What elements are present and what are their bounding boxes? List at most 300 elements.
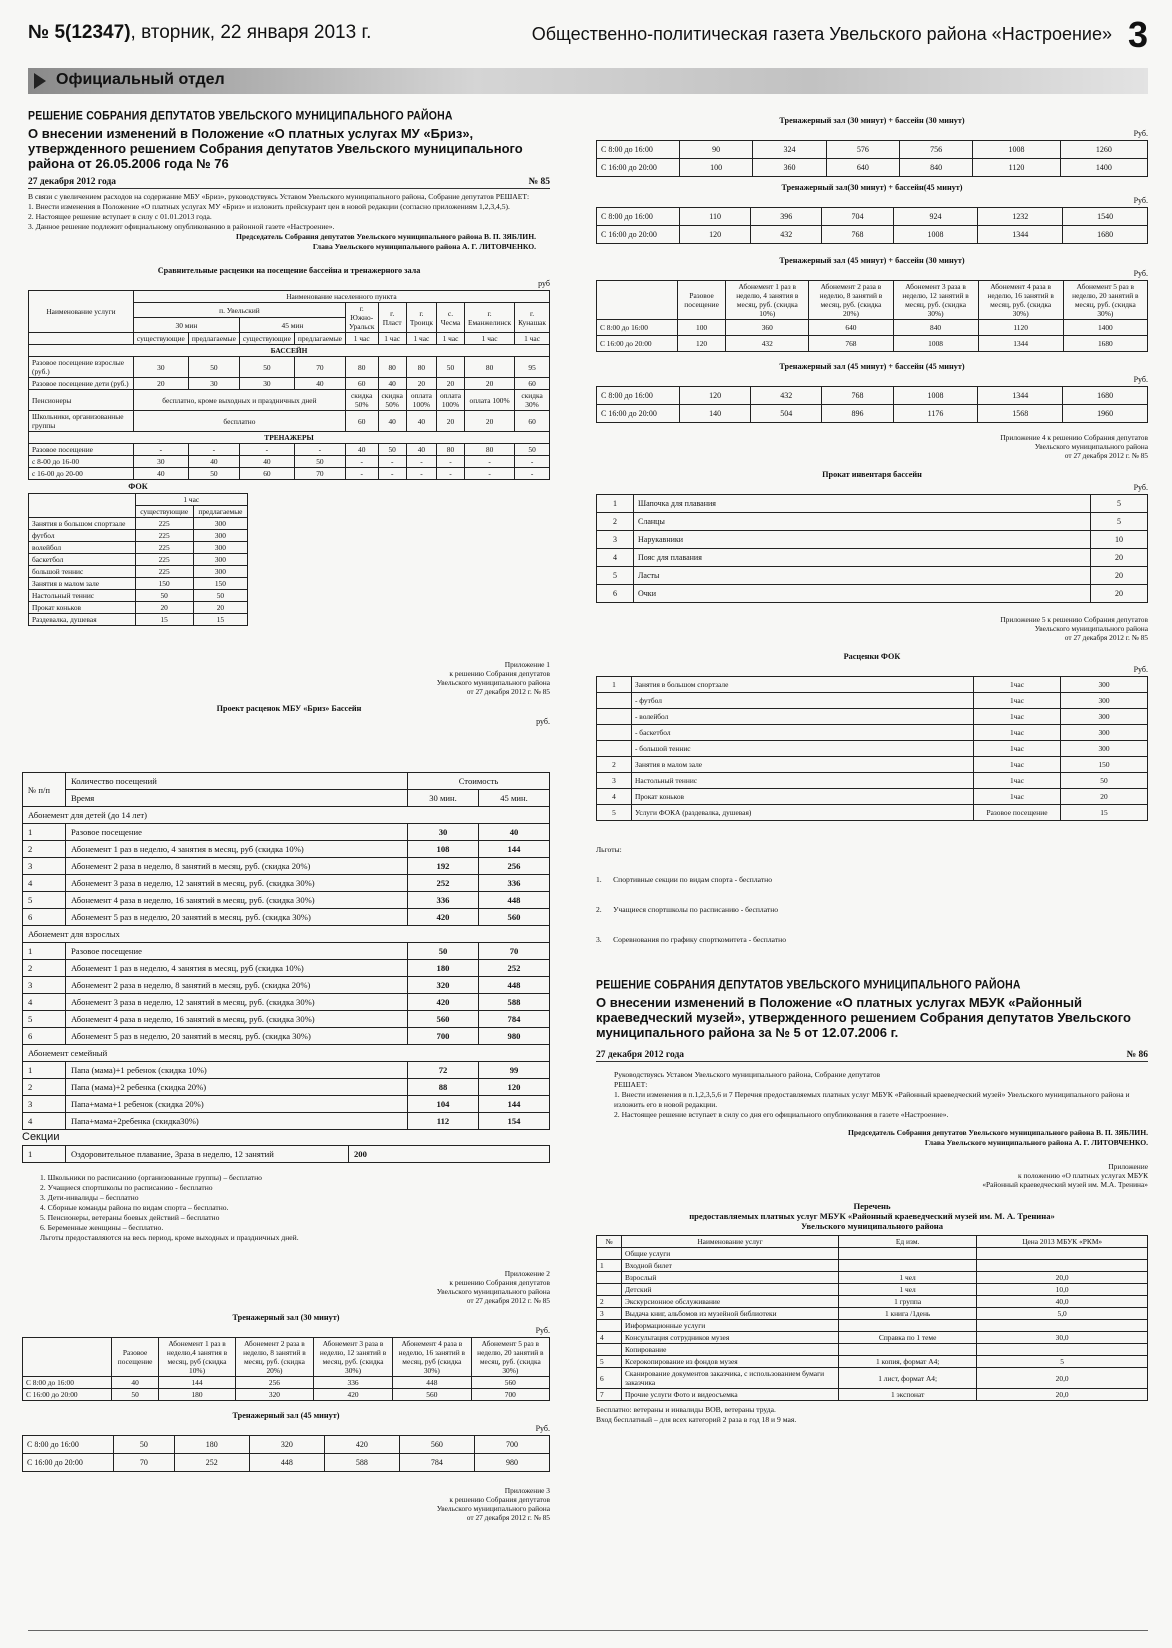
cell: 140 — [680, 405, 751, 423]
cell: 252 — [479, 960, 550, 977]
cell: 784 — [479, 1011, 550, 1028]
cell: 144 — [479, 1096, 550, 1113]
th-town: с. Чесма — [436, 303, 464, 333]
left-column — [28, 110, 550, 728]
appendix-note: Приложение 4 к решению Собрания депутатов Увельского муниципального района от 27 декабря 2012 г. № 85 — [1000, 433, 1148, 460]
cell: бесплатно — [133, 411, 345, 432]
cell: 50 — [436, 357, 464, 378]
sections-table — [22, 1145, 550, 1163]
table-row — [29, 456, 550, 468]
note-line: 4. Сборные команды района по видам спорта – бесплатно. — [40, 1203, 229, 1212]
cell: 5 — [597, 1356, 622, 1368]
cell: - — [133, 444, 188, 456]
combo3-title: Тренажерный зал (45 минут) + бассейн (30 минут) — [779, 256, 965, 265]
table-row — [29, 614, 248, 626]
table-row — [23, 1079, 550, 1096]
cell: 5 — [23, 1011, 66, 1028]
cell: Абонемент 3 раза в неделю, 12 занятий в месяц, руб. (скидка 30%) — [66, 875, 408, 892]
cell: 768 — [822, 387, 893, 405]
cell: 2 — [23, 1079, 66, 1096]
cell: - — [465, 468, 515, 480]
cell: 360 — [753, 159, 826, 177]
cell: 154 — [479, 1113, 550, 1130]
cell: 40,0 — [977, 1296, 1148, 1308]
cell: 1344 — [978, 226, 1063, 244]
note-line: Льготы предоставляются на весь период, кроме выходных и праздничных дней. — [40, 1233, 299, 1242]
cell: 1час — [974, 789, 1061, 805]
cell: 1008 — [893, 336, 978, 352]
table-row — [23, 1096, 550, 1113]
cell: 80 — [378, 357, 406, 378]
table-row — [29, 378, 550, 390]
table-row — [597, 1284, 1148, 1296]
cell: 200 — [349, 1146, 550, 1163]
page-bottom-rule — [28, 1630, 1148, 1631]
cell: 6 — [597, 585, 634, 603]
table-row — [597, 387, 1148, 405]
signature: Председатель Собрания депутатов Увельского муниципального района В. П. ЗЯБЛИН. — [235, 232, 536, 241]
cell: 420 — [408, 909, 479, 926]
cell: 20,0 — [977, 1368, 1148, 1389]
cell: Экскурсионное обслуживание — [622, 1296, 839, 1308]
table-row — [597, 741, 1148, 757]
cell: 560 — [399, 1436, 474, 1454]
cell: Разовое посещение — [974, 805, 1061, 821]
benefit-line: 3. Соревнования по графику спорткомитета - бесплатно — [596, 935, 787, 944]
brize-table — [22, 772, 550, 1130]
cell: 1008 — [973, 141, 1060, 159]
cell: 6 — [597, 1368, 622, 1389]
cell: 704 — [822, 208, 893, 226]
cell: Копирование — [622, 1344, 839, 1356]
th-30min: 30 мин. — [408, 790, 479, 807]
cell: Абонемент 4 раза в неделю, 16 занятий в месяц, руб. (скидка 30%) — [66, 892, 408, 909]
cell: 30 — [133, 357, 188, 378]
decision2-text: РЕШАЕТ: — [614, 1080, 648, 1089]
cell: 225 — [135, 542, 193, 554]
cell: 4 — [597, 1332, 622, 1344]
table-row — [23, 1028, 550, 1045]
fok-prices-table — [596, 676, 1148, 821]
cell: оплата 100% — [436, 390, 464, 411]
decision-heading: РЕШЕНИЕ СОБРАНИЯ ДЕПУТАТОВ УВЕЛЬСКОГО МУНИЦИПАЛЬНОГО РАЙОНА — [28, 109, 453, 123]
cell: 980 — [479, 1028, 550, 1045]
th-45min: 45 мин — [239, 318, 345, 333]
decision2-text: 1. Внести изменения в п.1,2,3,5,6 и 7 Перечня предоставляемых платных услуг МБУК «Районный краеведческий музей» Увельского муниципального района и изложить его в новой редакции. — [614, 1090, 1130, 1109]
cell: 300 — [1061, 693, 1148, 709]
table-row — [597, 789, 1148, 805]
table-row — [23, 824, 550, 841]
decision-item: 2. Настоящее решение вступает в силу с 01.01.2013 года. — [28, 212, 212, 221]
cell: Входной билет — [622, 1260, 839, 1272]
table-row — [29, 390, 550, 411]
cell: 40 — [294, 378, 345, 390]
cell: 4 — [597, 549, 634, 567]
cell: 700 — [408, 1028, 479, 1045]
cell: 2 — [23, 841, 66, 858]
cell: 15 — [1061, 805, 1148, 821]
cell: 80 — [465, 444, 515, 456]
cell: Информационные услуги — [622, 1320, 839, 1332]
cell: 4 — [23, 875, 66, 892]
cell: 80 — [345, 357, 378, 378]
cell: 300 — [1061, 725, 1148, 741]
cell: 50 — [188, 468, 239, 480]
signature: Глава Увельского муниципального района А. Г. ЛИТОВЧЕНКО. — [312, 242, 536, 251]
decision2-date: 27 декабря 2012 года — [596, 1050, 685, 1060]
cell: 1680 — [1063, 387, 1148, 405]
cell: Сканирование документов заказчика, с использованием бумаги заказчика — [622, 1368, 839, 1389]
cell: 1 — [597, 677, 632, 693]
combo1-table — [596, 140, 1148, 177]
cell: 1 — [23, 824, 66, 841]
table-row — [597, 693, 1148, 709]
cell: 40 — [112, 1377, 159, 1389]
table-row — [23, 1113, 550, 1130]
th-town: г. Еманжелинск — [465, 303, 515, 333]
cell: 420 — [314, 1389, 393, 1401]
cell: Ксерокопирование из фондов музея — [622, 1356, 839, 1368]
th-hour: 1 час — [345, 333, 378, 345]
cell: 40 — [133, 468, 188, 480]
cell: 1568 — [978, 405, 1063, 423]
fok-label: ФОК — [128, 482, 148, 491]
cell: 300 — [193, 554, 247, 566]
family-label: Абонемент семейный — [23, 1045, 550, 1062]
th-town: г. Кунашак — [515, 303, 550, 333]
cell: 88 — [408, 1079, 479, 1096]
decision-date: 27 декабря 2012 года — [28, 177, 117, 187]
sections-label: Секции — [22, 1131, 60, 1143]
cell: 20 — [1091, 567, 1148, 585]
cell: Разовое посещение взрослые (руб.) — [29, 357, 134, 378]
cell: 1176 — [893, 405, 978, 423]
cell: Общие услуги — [622, 1248, 839, 1260]
cell: - — [436, 456, 464, 468]
cell: 20,0 — [977, 1272, 1148, 1284]
cell: 40 — [479, 824, 550, 841]
cell: С 16:00 до 20:00 — [597, 159, 680, 177]
table-row — [597, 1296, 1148, 1308]
cell: 50 — [294, 456, 345, 468]
cell: - — [465, 456, 515, 468]
cell: Разовое посещение дети (руб.) — [29, 378, 134, 390]
cell: 6 — [23, 909, 66, 926]
cell: волейбол — [29, 542, 136, 554]
cell: 3 — [597, 1308, 622, 1320]
table-row — [597, 208, 1148, 226]
th-cost: Стоимость — [408, 773, 550, 790]
th-col: Абонемент 3 раза в неделю, 12 занятий в месяц, руб. (скидка 30%) — [314, 1338, 393, 1377]
fok-compare-table — [28, 493, 248, 626]
cell: 144 — [479, 841, 550, 858]
table-row — [23, 841, 550, 858]
cell: Абонемент 3 раза в неделю, 12 занятий в месяц, руб. (скидка 30%) — [66, 994, 408, 1011]
cell: 1 лист, формат А4; — [839, 1368, 977, 1389]
cell: - — [436, 468, 464, 480]
brize-title: Проект расценок МБУ «Бриз» Бассейн — [216, 704, 362, 713]
cell: 768 — [809, 336, 893, 352]
cell: 180 — [408, 960, 479, 977]
cell: 1 копия, формат А4; — [839, 1356, 977, 1368]
cell: С 8:00 до 16:00 — [597, 208, 680, 226]
cell: 640 — [826, 159, 899, 177]
cell: 80 — [406, 357, 436, 378]
cell: 504 — [751, 405, 822, 423]
cell: 3 — [23, 977, 66, 994]
cell: 5 — [597, 805, 632, 821]
cell — [597, 741, 632, 757]
table-row — [597, 531, 1148, 549]
th-hour: 1 час — [515, 333, 550, 345]
cell: 1008 — [893, 226, 978, 244]
cell: 50 — [1061, 773, 1148, 789]
table-row — [597, 1389, 1148, 1401]
table-row — [29, 542, 248, 554]
cell: 5 — [23, 892, 66, 909]
decision2-dateline — [596, 1050, 1148, 1062]
cell: 420 — [324, 1436, 399, 1454]
table-row — [597, 1320, 1148, 1332]
cell: Разовое посещение — [29, 444, 134, 456]
cell: - — [515, 456, 550, 468]
cell: 30 — [239, 378, 294, 390]
cell: Раздевалка, душевая — [29, 614, 136, 626]
cell: 448 — [393, 1377, 472, 1389]
th-col: Абонемент 1 раз в неделю,4 занятия в месяц, руб (скидка 10%) — [159, 1338, 236, 1377]
footer-note: Вход бесплатный – для всех категорий 2 раза в год 18 и 9 мая. — [596, 1415, 797, 1424]
cell: 80 — [436, 444, 464, 456]
cell: 432 — [751, 387, 822, 405]
adults-label: Абонемент для взрослых — [23, 926, 550, 943]
th-col: Абонемент 5 раз в неделю, 20 занятий в месяц, руб. (скидка 30%) — [1063, 281, 1147, 320]
cell: 1344 — [978, 336, 1063, 352]
cell: - — [515, 468, 550, 480]
gym45-table — [22, 1435, 550, 1472]
cell: 300 — [1061, 741, 1148, 757]
cell: 560 — [393, 1389, 472, 1401]
decision2-text: 2. Настоящее решение вступает в силу со дня его официального опубликования в газете «Настроение». — [614, 1110, 949, 1119]
cell: 50 — [515, 444, 550, 456]
cell: Занятия в малом зале — [632, 757, 974, 773]
th-num: № — [597, 1236, 622, 1248]
cell — [597, 709, 632, 725]
cell: 50 — [193, 590, 247, 602]
cell — [597, 1344, 622, 1356]
cell: 5 — [597, 567, 634, 585]
cell: 40 — [378, 378, 406, 390]
cell: 20 — [406, 378, 436, 390]
combo2-table — [596, 207, 1148, 244]
cell: 1260 — [1060, 141, 1147, 159]
footer-note: Бесплатно: ветераны и инвалиды ВОВ, ветераны труда. — [596, 1405, 776, 1414]
cell: 336 — [479, 875, 550, 892]
cell: Прокат коньков — [29, 602, 136, 614]
cell: 2 — [597, 757, 632, 773]
cell: 20 — [193, 602, 247, 614]
cell: 108 — [408, 841, 479, 858]
th-col: Абонемент 1 раз в неделю, 4 занятия в месяц, руб. (скидка 10%) — [726, 281, 809, 320]
th-hour: 1 час — [436, 333, 464, 345]
th-existing: существующие — [135, 506, 193, 518]
cell: Пенсионеры — [29, 390, 134, 411]
cell: 4 — [597, 789, 632, 805]
cell: 320 — [235, 1389, 313, 1401]
cell: 30 — [408, 824, 479, 841]
cell: скидка 50% — [345, 390, 378, 411]
cell: С 8:00 до 16:00 — [597, 387, 680, 405]
table-row — [23, 909, 550, 926]
th-col: Абонемент 4 раза в неделю, 16 занятий в месяц, руб. (скидка 30%) — [978, 281, 1063, 320]
cell — [977, 1248, 1148, 1260]
table-row — [597, 320, 1148, 336]
cell: С 8:00 до 16:00 — [23, 1436, 114, 1454]
cell: 70 — [479, 943, 550, 960]
cell: 2 — [23, 960, 66, 977]
cell: бесплатно, кроме выходных и праздничных дней — [133, 390, 345, 411]
cell: 1час — [974, 773, 1061, 789]
table-row — [597, 495, 1148, 513]
cell: 560 — [479, 909, 550, 926]
cell: Абонемент 5 раз в неделю, 20 занятий в месяц, руб. (скидка 30%) — [66, 909, 408, 926]
table-row — [597, 1344, 1148, 1356]
cell: Абонемент 2 раза в неделю, 8 занятий в месяц, руб. (скидка 20%) — [66, 858, 408, 875]
service-list-table — [596, 1235, 1148, 1401]
cell — [977, 1260, 1148, 1272]
currency-label: Руб. — [1133, 375, 1148, 384]
appendix-note: Приложение к положению «О платных услугах МБУК «Районный краеведческий музей им. М.А. Тренина» — [982, 1162, 1148, 1189]
cell: Абонемент 2 раза в неделю, 8 занятий в месяц, руб. (скидка 20%) — [66, 977, 408, 994]
cell: 432 — [726, 336, 809, 352]
table-row — [23, 960, 550, 977]
cell: 1344 — [978, 387, 1063, 405]
cell — [977, 1344, 1148, 1356]
currency-label: Руб. — [1133, 665, 1148, 674]
cell: - — [378, 468, 406, 480]
cell: 180 — [159, 1389, 236, 1401]
table-row — [597, 585, 1148, 603]
cell: 15 — [193, 614, 247, 626]
cell: Справка по 1 теме — [839, 1332, 977, 1344]
cell: Абонемент 5 раз в неделю, 20 занятий в месяц, руб. (скидка 30%) — [66, 1028, 408, 1045]
table-row — [29, 357, 550, 378]
cell: 1 — [23, 1062, 66, 1079]
decision-number: № 85 — [528, 177, 550, 187]
cell — [597, 1248, 622, 1260]
cell: 30 — [188, 378, 239, 390]
cell: Взрослый — [622, 1272, 839, 1284]
cell: 5 — [977, 1356, 1148, 1368]
cell: 840 — [899, 159, 972, 177]
cell: 300 — [1061, 677, 1148, 693]
kids-label: Абонемент для детей (до 14 лет) — [23, 807, 550, 824]
cell: - баскетбол — [632, 725, 974, 741]
cell: с 16-00 до 20-00 — [29, 468, 134, 480]
cell: 300 — [193, 518, 247, 530]
table-row — [29, 578, 248, 590]
cell: 768 — [822, 226, 893, 244]
cell: скидка 30% — [515, 390, 550, 411]
cell: 1 чел — [839, 1272, 977, 1284]
cell: 20 — [133, 378, 188, 390]
cell: 1 — [597, 1260, 622, 1272]
th-col: Абонемент 2 раза в неделю, 8 занятий в месяц, руб. (скидка 20%) — [235, 1338, 313, 1377]
currency-label: руб — [538, 279, 550, 288]
cell: 95 — [515, 357, 550, 378]
table-row — [597, 1260, 1148, 1272]
comparison-title: Сравнительные расценки на посещение бассейна и тренажерного зала — [157, 266, 421, 275]
masthead — [28, 14, 1148, 55]
table-row — [597, 1368, 1148, 1389]
notes — [40, 1173, 550, 1243]
brize-table-wrap — [22, 772, 550, 1522]
cell: 20,0 — [977, 1389, 1148, 1401]
cell: 40 — [406, 411, 436, 432]
cell: Шапочка для плавания — [634, 495, 1091, 513]
cell: 1 — [23, 1146, 66, 1163]
cell — [597, 693, 632, 709]
cell: 1680 — [1063, 336, 1147, 352]
cell: 70 — [294, 357, 345, 378]
cell: оплата 100% — [465, 390, 515, 411]
cell — [597, 1320, 622, 1332]
table-row — [597, 757, 1148, 773]
table-row — [597, 1272, 1148, 1284]
cell: Прочие услуги Фото и видеосъемка — [622, 1389, 839, 1401]
cell: 40 — [406, 444, 436, 456]
cell: Папа (мама)+2 ребенка (скидка 20%) — [66, 1079, 408, 1096]
section-banner — [28, 68, 1148, 94]
cell: 448 — [479, 977, 550, 994]
th-unit: Ед изм. — [839, 1236, 977, 1248]
cell: 300 — [193, 530, 247, 542]
cell: Разовое посещение — [66, 943, 408, 960]
table-row — [23, 1454, 550, 1472]
cell: С 8:00 до 16:00 — [597, 141, 680, 159]
table-row — [29, 554, 248, 566]
cell: 1120 — [978, 320, 1063, 336]
cell: 40 — [378, 411, 406, 432]
table-row — [29, 566, 248, 578]
cell: 60 — [239, 468, 294, 480]
cell: 150 — [193, 578, 247, 590]
cell: 1 — [597, 495, 634, 513]
th-30min: 30 мин — [133, 318, 239, 333]
cell: 1час — [974, 693, 1061, 709]
th-col: Абонемент 4 раза в неделю, 16 занятий в месяц, руб (скидка 30%) — [393, 1338, 472, 1377]
table-row — [597, 513, 1148, 531]
cell — [839, 1320, 977, 1332]
cell: 1540 — [1063, 208, 1148, 226]
table-row — [597, 725, 1148, 741]
inventory-title: Прокат инвентаря бассейн — [822, 470, 922, 479]
cell: 1400 — [1060, 159, 1147, 177]
table-row — [597, 1308, 1148, 1320]
cell: 1 чел — [839, 1284, 977, 1296]
cell: 5,0 — [977, 1308, 1148, 1320]
decision2-title: О внесении изменений в Положение «О платных услугах МБУК «Районный краеведческий музей», утвержденного решением Собрания депутатов Увельского муниципального района за № 5 от 12.07.2006 г. — [596, 995, 1131, 1040]
currency-label: Руб. — [1133, 196, 1148, 205]
cell: 300 — [193, 566, 247, 578]
preamble: В связи с увеличением расходов на содержание МБУ «Бриз», руководствуясь Уставом Увельского муниципального района, Собрание депутатов РЕШАЕТ: — [28, 192, 530, 201]
cell: 252 — [408, 875, 479, 892]
table-row — [597, 159, 1148, 177]
appendix-note: Приложение 3 к решению Собрания депутатов Увельского муниципального района от 27 декабря 2012 г. № 85 — [436, 1486, 550, 1522]
table-row — [23, 977, 550, 994]
issue-date: № 5(12347), вторник, 22 января 2013 г. — [28, 22, 372, 43]
table-row — [597, 709, 1148, 725]
th-hour: 1 час — [465, 333, 515, 345]
